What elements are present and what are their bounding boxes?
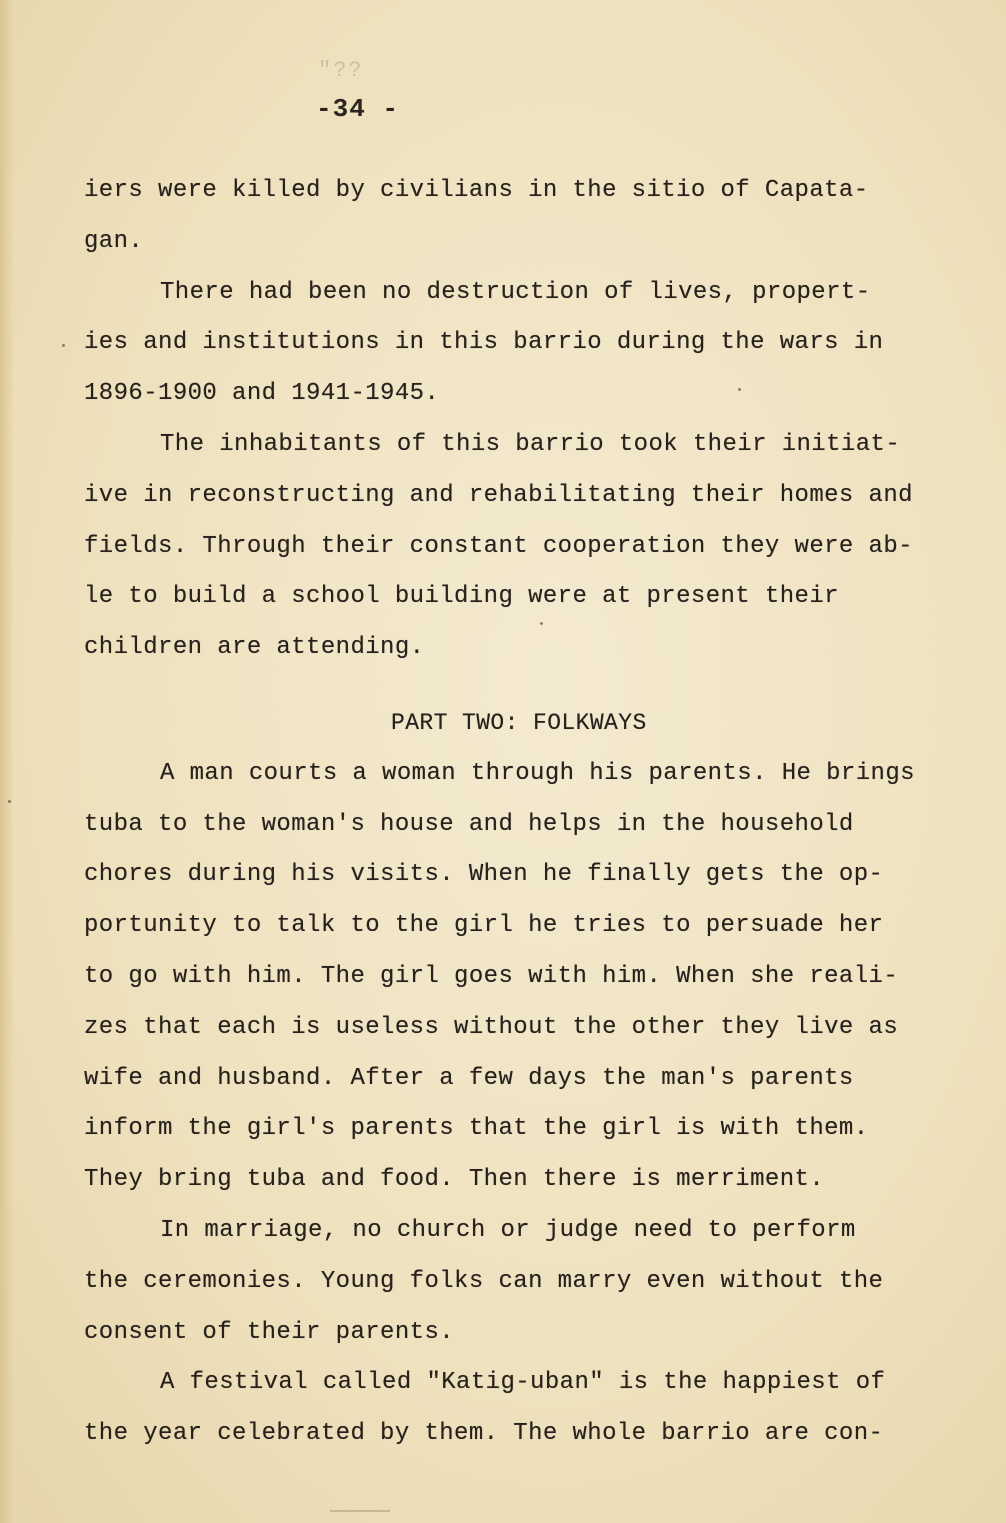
page-number: -34 - bbox=[316, 94, 400, 124]
text-line: tuba to the woman's house and helps in the household bbox=[84, 810, 854, 838]
text-line: iers were killed by civilians in the sitio of Capata- bbox=[84, 177, 869, 204]
document-body bbox=[84, 166, 964, 1460]
text-line: ive in reconstructing and rehabilitating their homes and bbox=[84, 481, 913, 509]
text-line: le to build a school building were at present their bbox=[84, 583, 839, 611]
paper-speck bbox=[62, 344, 65, 347]
text-line: zes that each is useless without the other they live as bbox=[84, 1013, 899, 1041]
text-line: the year celebrated by them. The whole barrio are con- bbox=[84, 1420, 884, 1448]
text-line: ies and institutions in this barrio during the wars in bbox=[84, 329, 884, 357]
paper-speck bbox=[8, 800, 11, 803]
section-heading: PART TWO: FOLKWAYS bbox=[391, 709, 647, 736]
text-line: chores during his visits. When he finally gets the op- bbox=[84, 861, 884, 889]
text-line: A man courts a woman through his parents. He brings bbox=[160, 759, 915, 787]
paper-speck bbox=[738, 388, 741, 391]
text-line: the ceremonies. Young folks can marry even without the bbox=[84, 1267, 884, 1295]
text-line: gan. bbox=[84, 227, 144, 255]
paper-edge-shadow bbox=[0, 0, 14, 1523]
text-line: The inhabitants of this barrio took their initiat- bbox=[160, 430, 901, 458]
text-line: fields. Through their constant cooperation they were ab- bbox=[84, 532, 913, 560]
text-line: inform the girl's parents that the girl is with them. bbox=[84, 1115, 869, 1143]
bleed-through-mark: "?? bbox=[318, 58, 364, 83]
text-line: There had been no destruction of lives, propert- bbox=[160, 278, 871, 306]
bleed-through-mark bbox=[330, 1496, 390, 1512]
text-line: wife and husband. After a few days the man's parents bbox=[84, 1064, 854, 1092]
paper-speck bbox=[540, 622, 543, 625]
text-line: They bring tuba and food. Then there is merriment. bbox=[84, 1166, 825, 1194]
text-line: A festival called "Katig-uban" is the happiest of bbox=[160, 1369, 886, 1397]
text-line: consent of their parents. bbox=[84, 1318, 455, 1346]
text-line: to go with him. The girl goes with him. When she reali- bbox=[84, 962, 899, 990]
text-line: In marriage, no church or judge need to perform bbox=[160, 1216, 856, 1244]
text-line: 1896-1900 and 1941-1945. bbox=[84, 380, 440, 408]
text-line: children are attending. bbox=[84, 634, 425, 662]
text-line: portunity to talk to the girl he tries to persuade her bbox=[84, 912, 884, 940]
